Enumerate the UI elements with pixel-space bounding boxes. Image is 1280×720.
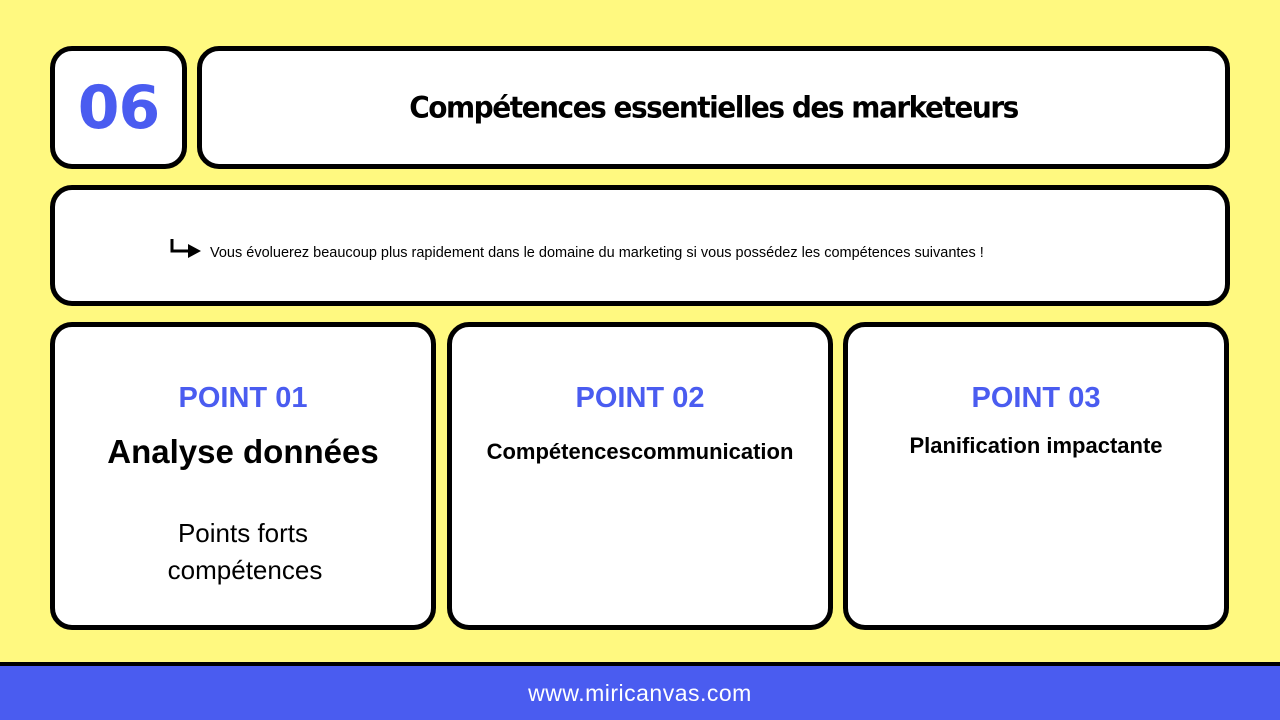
title-box bbox=[197, 46, 1230, 169]
card-point-label: POINT 02 bbox=[575, 382, 705, 414]
footer-website: www.miricanvas.com bbox=[528, 679, 752, 706]
card-point-03 bbox=[843, 322, 1229, 630]
card-heading: Planification impactante bbox=[909, 433, 1163, 458]
subtitle-text: Vous évoluerez beaucoup plus rapidement dans le domaine du marketing si vous possédez les compétences suivantes ! bbox=[210, 245, 984, 261]
arrow-turn-right-icon bbox=[168, 237, 202, 259]
slide-title: Compétences essentielles des marketeurs bbox=[409, 90, 1018, 125]
card-heading: Compétencescommunication bbox=[486, 439, 794, 464]
footer-bar bbox=[0, 662, 1280, 720]
slide-number: 06 bbox=[77, 72, 160, 143]
card-point-01 bbox=[50, 322, 436, 630]
card-body-line: Points forts bbox=[177, 518, 309, 548]
card-point-label: POINT 03 bbox=[971, 382, 1101, 414]
subtitle-box bbox=[50, 185, 1230, 306]
card-point-label: POINT 01 bbox=[178, 382, 308, 414]
card-body bbox=[55, 515, 431, 589]
card-body-line: compétences bbox=[167, 555, 323, 585]
slide-number-box bbox=[50, 46, 187, 169]
card-point-02 bbox=[447, 322, 833, 630]
card-heading: Analyse données bbox=[107, 433, 379, 470]
